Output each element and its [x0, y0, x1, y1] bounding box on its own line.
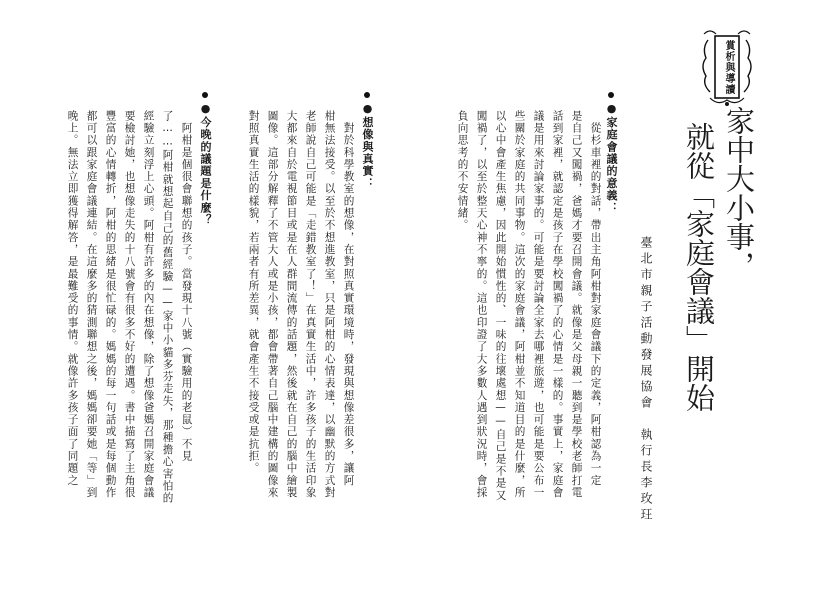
section-badge-label: 賞析與導讀	[723, 40, 734, 95]
body-column: 對照真實生活的樣貌，若兩者有所差異，就會產生不接受或是抗拒。	[247, 110, 260, 475]
body-column: 些關於家庭的共同事物。這次的家庭會議，阿柑並不知道目的是什麼，所	[513, 110, 526, 499]
body-column: 負向思考的不安情緒。	[456, 110, 469, 232]
body-column: 經驗立刻浮上心頭。阿柑有許多的內在想像，除了想像爸媽召開家庭會議	[142, 110, 155, 499]
body-column: 豐富的心情轉折，阿柑的思緒是很忙碌的。媽媽的每一句話或是每個動作	[104, 110, 117, 499]
body-column: 晚上。無法立即獲得解答，是最難受的事情。就像許多孩子面了同題之	[66, 110, 79, 487]
section-heading-imagination: ●想像與真實：	[362, 92, 373, 189]
section-heading-meaning: ●家庭會議的意義：	[606, 92, 617, 214]
body-column: 從杉車裡的對話，帶出主角阿柑對家庭會議下的定義，阿柑認為一定	[589, 110, 602, 487]
body-column: 話到家裡，就認定是孩子在學校闖禍了的心情是一樣的。事實上，家庭會	[551, 110, 564, 499]
body-column: 要檢討她，也想像走失的十八號會有很多不好的遭遇。書中描寫了主角很	[123, 110, 136, 499]
body-column: 圖像。這部分解釋了不管大人或是小孩，都會帶著自己腦中建構的圖像來	[266, 110, 279, 499]
section-heading-tonight-topic: ●今晚的議題是什麼？	[200, 92, 211, 226]
article-title-line-2: 就從「家庭會議」開始	[682, 122, 716, 412]
body-column: 都可以跟家庭會議連結。在這麼多的猜測聯想之後，媽媽卻要她「等」到	[85, 110, 98, 499]
body-column: 阿柑是個很會聯想的孩子。當發現十八號（實驗用的老鼠）不見	[180, 110, 193, 463]
author-byline: 臺北市親子活動發展協會 執行長李玫玨	[639, 236, 653, 524]
body-column: 了……阿柑就想起自己的舊經驗——家中小貓多芬走失，那種擔心害怕的	[161, 110, 174, 505]
body-column: 老師說自己可能是「走錯教室了！」在真實生活中，許多孩子的生活印象	[304, 110, 317, 499]
body-column: 議是用來討論家事的。可能是要討論全家去哪裡旅遊，也可能是要公布一	[532, 110, 545, 499]
body-column: 柑無法接受。以至於不想進教室，只是阿柑的心情表達，以幽默的方式對	[323, 110, 336, 499]
body-column: 以心中會產生焦慮，因此開始慣性的、一味的往壞處想——自己是不是又	[494, 110, 507, 502]
body-column: 大都來自於電視節目或是在人群間流傳的話題，然後就在自己的腦中繪製	[285, 110, 298, 499]
body-column: 對於科學教室的想像，在對照真實環境時，發現與想像差很多，讓阿	[342, 110, 355, 487]
body-column: 是自己又闖禍，爸媽才要召開會議。就像是父母親一聽到是學校老師打電	[570, 110, 583, 499]
article-title-line-1: 家中大小事，	[722, 106, 756, 280]
body-column: 闖禍了，以至於整天心神不寧的。這也印證了大多數人遇到狀況時，會採	[475, 110, 488, 499]
